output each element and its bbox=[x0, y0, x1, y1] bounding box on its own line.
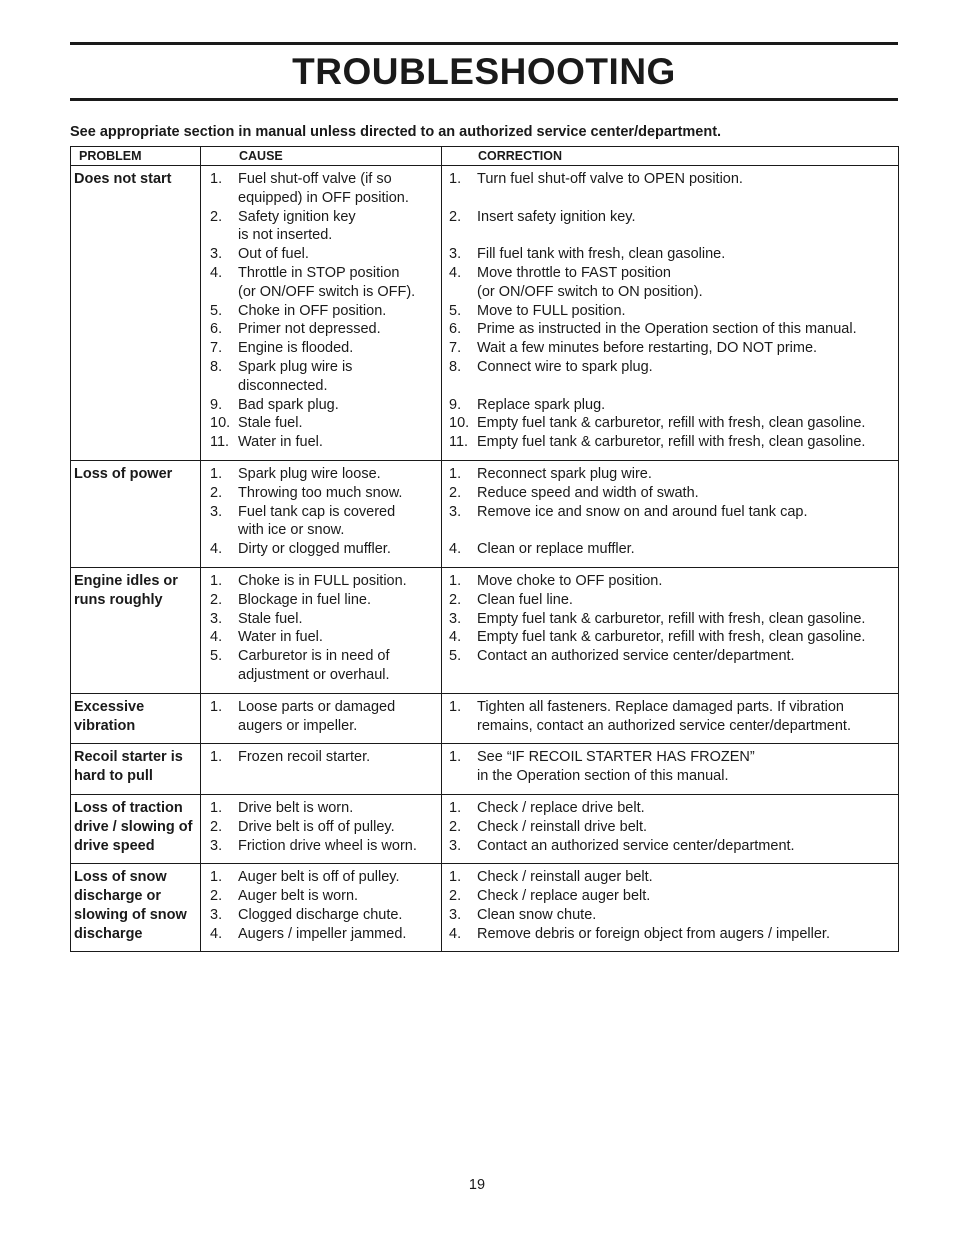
cause-cell bbox=[201, 166, 442, 461]
list-item bbox=[201, 906, 441, 925]
cause-cell bbox=[201, 693, 442, 744]
list-item bbox=[201, 264, 441, 302]
header-correction: CORRECTION bbox=[442, 147, 899, 166]
table-header-row bbox=[71, 147, 899, 166]
item-number: 3. bbox=[449, 246, 462, 263]
list-item bbox=[201, 339, 441, 358]
item-text: Contact an authorized service center/department. bbox=[477, 837, 795, 854]
item-number: 1. bbox=[210, 572, 223, 589]
item-number: 2. bbox=[449, 818, 462, 835]
item-text: Replace spark plug. bbox=[477, 396, 606, 413]
item-text: Stale fuel. bbox=[238, 415, 303, 432]
item-number: 9. bbox=[210, 396, 223, 413]
item-number: 6. bbox=[449, 321, 462, 338]
item-number: 1. bbox=[449, 869, 462, 886]
spacer bbox=[442, 226, 898, 245]
list-item bbox=[201, 868, 441, 887]
table-body bbox=[71, 166, 899, 952]
item-number: 2. bbox=[210, 818, 223, 835]
list-item bbox=[201, 572, 441, 591]
item-text: Move to FULL position. bbox=[477, 302, 626, 319]
table-row bbox=[71, 794, 899, 863]
list-item bbox=[442, 264, 898, 302]
item-number: 10. bbox=[449, 415, 470, 432]
item-number: 2. bbox=[210, 208, 223, 225]
cause-cell bbox=[201, 460, 442, 567]
table-row bbox=[71, 567, 899, 693]
item-number: 4. bbox=[210, 925, 223, 942]
item-number: 2. bbox=[210, 484, 223, 501]
list-item bbox=[201, 837, 441, 856]
problem-cell: Engine idles or runs roughly bbox=[71, 567, 201, 693]
item-text: Check / replace auger belt. bbox=[477, 888, 651, 905]
item-text: Connect wire to spark plug. bbox=[477, 358, 653, 375]
header-cause: CAUSE bbox=[201, 147, 442, 166]
item-number: 1. bbox=[210, 171, 223, 187]
list-item bbox=[201, 245, 441, 264]
item-text: Empty fuel tank & carburetor, refill with fresh, clean gasoline. bbox=[477, 434, 866, 451]
list-item bbox=[442, 302, 898, 321]
correction-cell bbox=[442, 567, 899, 693]
item-number: 2. bbox=[449, 591, 462, 608]
item-text: Choke in OFF position. bbox=[238, 302, 387, 319]
item-number: 4. bbox=[210, 629, 223, 646]
item-number: 3. bbox=[449, 906, 462, 923]
item-number: 1. bbox=[449, 698, 462, 715]
list-item bbox=[442, 647, 898, 666]
item-number: 6. bbox=[210, 321, 223, 338]
item-number: 4. bbox=[449, 925, 462, 942]
item-number: 2. bbox=[210, 591, 223, 608]
item-number: 1. bbox=[449, 572, 462, 589]
list-item bbox=[201, 610, 441, 629]
problem-cell: Loss of snow discharge or slowing of snow discharge bbox=[71, 864, 201, 952]
item-number: 4. bbox=[210, 264, 223, 281]
spacer bbox=[442, 189, 898, 208]
list-item bbox=[442, 208, 898, 227]
item-text: Empty fuel tank & carburetor, refill with fresh, clean gasoline. bbox=[477, 610, 866, 627]
item-number: 2. bbox=[449, 888, 462, 905]
list-item bbox=[201, 414, 441, 433]
list-item bbox=[201, 818, 441, 837]
item-text: Clogged discharge chute. bbox=[238, 906, 403, 923]
item-text: Safety ignition key is not inserted. bbox=[238, 208, 356, 244]
item-number: 5. bbox=[449, 648, 462, 665]
list-item bbox=[201, 396, 441, 415]
item-text: Friction drive wheel is worn. bbox=[238, 837, 417, 854]
list-item bbox=[201, 748, 441, 767]
item-number: 5. bbox=[210, 648, 223, 665]
correction-cell bbox=[442, 166, 899, 461]
item-number: 5. bbox=[449, 302, 462, 319]
item-number: 7. bbox=[449, 340, 462, 357]
correction-cell bbox=[442, 794, 899, 863]
list-item bbox=[442, 868, 898, 887]
spacer bbox=[442, 521, 898, 540]
item-text: Empty fuel tank & carburetor, refill with fresh, clean gasoline. bbox=[477, 415, 866, 432]
problem-cell: Recoil starter is hard to pull bbox=[71, 744, 201, 795]
list-item bbox=[442, 396, 898, 415]
item-text: Frozen recoil starter. bbox=[238, 749, 371, 766]
list-item bbox=[201, 465, 441, 484]
item-number: 11. bbox=[449, 434, 469, 451]
item-text: Dirty or clogged muffler. bbox=[238, 541, 391, 558]
item-text: Move throttle to FAST position (or ON/OFF switch to ON position). bbox=[477, 264, 703, 300]
item-number: 4. bbox=[449, 629, 462, 646]
item-text: Tighten all fasteners. Replace damaged parts. If vibration remains, contact an authorized service center/department. bbox=[477, 698, 851, 734]
list-item bbox=[201, 887, 441, 906]
item-text: Throttle in STOP position (or ON/OFF switch is OFF). bbox=[238, 264, 416, 300]
item-text: Carburetor is in need of adjustment or overhaul. bbox=[238, 648, 390, 683]
item-number: 11. bbox=[210, 434, 230, 451]
page-title: TROUBLESHOOTING bbox=[292, 51, 676, 92]
item-text: Drive belt is off of pulley. bbox=[238, 818, 395, 835]
item-text: Reconnect spark plug wire. bbox=[477, 465, 652, 482]
item-text: Check / replace drive belt. bbox=[477, 799, 645, 816]
list-item bbox=[442, 245, 898, 264]
item-number: 3. bbox=[210, 503, 223, 520]
list-item bbox=[442, 748, 898, 786]
list-item bbox=[442, 503, 898, 522]
spacer bbox=[442, 377, 898, 396]
list-item bbox=[442, 339, 898, 358]
item-text: Loose parts or damaged augers or impeller. bbox=[238, 698, 396, 734]
item-text: Contact an authorized service center/department. bbox=[477, 648, 795, 665]
item-text: Water in fuel. bbox=[238, 434, 323, 451]
item-text: See “IF RECOIL STARTER HAS FROZEN” in the Operation section of this manual. bbox=[477, 749, 755, 785]
list-item bbox=[442, 906, 898, 925]
list-item bbox=[442, 540, 898, 559]
item-text: Check / reinstall drive belt. bbox=[477, 818, 648, 835]
item-number: 1. bbox=[210, 869, 223, 886]
item-number: 4. bbox=[210, 541, 223, 558]
correction-cell bbox=[442, 460, 899, 567]
item-number: 3. bbox=[449, 837, 462, 854]
item-text: Fuel shut-off valve (if so equipped) in OFF position. bbox=[238, 171, 409, 206]
list-item bbox=[442, 484, 898, 503]
list-item bbox=[201, 799, 441, 818]
list-item bbox=[442, 628, 898, 647]
list-item bbox=[442, 925, 898, 944]
item-text: Spark plug wire loose. bbox=[238, 465, 381, 482]
item-number: 8. bbox=[449, 358, 462, 375]
item-text: Prime as instructed in the Operation section of this manual. bbox=[477, 321, 857, 338]
item-text: Remove ice and snow on and around fuel tank cap. bbox=[477, 503, 808, 520]
item-text: Primer not depressed. bbox=[238, 321, 381, 338]
list-item bbox=[201, 302, 441, 321]
table-row bbox=[71, 693, 899, 744]
item-text: Check / reinstall auger belt. bbox=[477, 869, 653, 886]
list-item bbox=[201, 358, 441, 396]
intro-note: See appropriate section in manual unless directed to an authorized service center/department. bbox=[70, 124, 722, 140]
item-number: 8. bbox=[210, 358, 223, 375]
item-number: 1. bbox=[449, 465, 462, 482]
item-number: 3. bbox=[210, 610, 223, 627]
item-number: 9. bbox=[449, 396, 462, 413]
list-item bbox=[201, 591, 441, 610]
list-item bbox=[442, 433, 898, 452]
item-number: 1. bbox=[210, 465, 223, 482]
list-item bbox=[442, 887, 898, 906]
item-number: 1. bbox=[449, 799, 462, 816]
header-problem: PROBLEM bbox=[71, 147, 201, 166]
cause-cell bbox=[201, 864, 442, 952]
list-item bbox=[442, 414, 898, 433]
item-text: Engine is flooded. bbox=[238, 340, 354, 357]
correction-cell bbox=[442, 744, 899, 795]
item-text: Fuel tank cap is covered with ice or snow. bbox=[238, 503, 396, 539]
item-text: Remove debris or foreign object from augers / impeller. bbox=[477, 925, 830, 942]
item-text: Throwing too much snow. bbox=[238, 484, 403, 501]
item-number: 5. bbox=[210, 302, 223, 319]
title-bar bbox=[70, 42, 898, 101]
list-item bbox=[201, 540, 441, 559]
problem-cell: Loss of traction drive / slowing of drive speed bbox=[71, 794, 201, 863]
item-text: Auger belt is worn. bbox=[238, 888, 359, 905]
item-text: Insert safety ignition key. bbox=[477, 208, 636, 225]
page-number: 19 bbox=[468, 1177, 486, 1193]
item-text: Drive belt is worn. bbox=[238, 799, 354, 816]
list-item bbox=[442, 170, 898, 189]
list-item bbox=[201, 484, 441, 503]
cause-cell bbox=[201, 567, 442, 693]
list-item bbox=[442, 591, 898, 610]
table-row bbox=[71, 864, 899, 952]
item-number: 1. bbox=[210, 799, 223, 816]
item-text: Move choke to OFF position. bbox=[477, 572, 663, 589]
list-item bbox=[442, 818, 898, 837]
item-number: 3. bbox=[449, 503, 462, 520]
item-text: Clean snow chute. bbox=[477, 906, 597, 923]
list-item bbox=[201, 320, 441, 339]
troubleshooting-table bbox=[70, 146, 899, 952]
cause-cell bbox=[201, 794, 442, 863]
table-row bbox=[71, 460, 899, 567]
item-text: Bad spark plug. bbox=[238, 396, 339, 413]
item-text: Blockage in fuel line. bbox=[238, 591, 371, 608]
list-item bbox=[201, 925, 441, 944]
problem-cell: Loss of power bbox=[71, 460, 201, 567]
list-item bbox=[442, 465, 898, 484]
item-number: 2. bbox=[210, 888, 223, 905]
list-item bbox=[201, 647, 441, 685]
item-text: Clean fuel line. bbox=[477, 591, 573, 608]
list-item bbox=[442, 610, 898, 629]
item-text: Turn fuel shut-off valve to OPEN position. bbox=[477, 171, 743, 187]
list-item bbox=[201, 170, 441, 208]
list-item bbox=[201, 433, 441, 452]
list-item bbox=[201, 503, 441, 541]
item-text: Reduce speed and width of swath. bbox=[477, 484, 699, 501]
item-number: 1. bbox=[210, 698, 223, 715]
item-text: Stale fuel. bbox=[238, 610, 303, 627]
list-item bbox=[442, 358, 898, 377]
item-number: 1. bbox=[449, 171, 462, 187]
item-text: Clean or replace muffler. bbox=[477, 541, 635, 558]
table-row bbox=[71, 744, 899, 795]
item-number: 2. bbox=[449, 484, 462, 501]
list-item bbox=[201, 208, 441, 246]
list-item bbox=[442, 572, 898, 591]
correction-cell bbox=[442, 864, 899, 952]
item-number: 1. bbox=[449, 749, 462, 766]
item-text: Augers / impeller jammed. bbox=[238, 925, 407, 942]
list-item bbox=[442, 799, 898, 818]
item-number: 4. bbox=[449, 541, 462, 558]
item-text: Wait a few minutes before restarting, DO NOT prime. bbox=[477, 340, 818, 357]
list-item bbox=[442, 837, 898, 856]
item-number: 3. bbox=[210, 906, 223, 923]
item-number: 2. bbox=[449, 208, 462, 225]
item-text: Choke is in FULL position. bbox=[238, 572, 407, 589]
correction-cell bbox=[442, 693, 899, 744]
item-number: 7. bbox=[210, 340, 223, 357]
item-text: Spark plug wire is disconnected. bbox=[238, 358, 353, 394]
item-text: Fill fuel tank with fresh, clean gasoline. bbox=[477, 246, 726, 263]
list-item bbox=[442, 698, 898, 736]
item-text: Out of fuel. bbox=[238, 246, 309, 263]
item-number: 4. bbox=[449, 264, 462, 281]
item-number: 3. bbox=[210, 837, 223, 854]
item-text: Empty fuel tank & carburetor, refill with fresh, clean gasoline. bbox=[477, 629, 866, 646]
cause-cell bbox=[201, 744, 442, 795]
list-item bbox=[201, 698, 441, 736]
table-row bbox=[71, 166, 899, 461]
item-number: 3. bbox=[449, 610, 462, 627]
item-text: Auger belt is off of pulley. bbox=[238, 869, 400, 886]
list-item bbox=[201, 628, 441, 647]
list-item bbox=[442, 320, 898, 339]
problem-cell: Excessive vibration bbox=[71, 693, 201, 744]
problem-cell: Does not start bbox=[71, 166, 201, 461]
item-number: 3. bbox=[210, 246, 223, 263]
item-number: 10. bbox=[210, 415, 231, 432]
item-number: 1. bbox=[210, 749, 223, 766]
item-text: Water in fuel. bbox=[238, 629, 323, 646]
